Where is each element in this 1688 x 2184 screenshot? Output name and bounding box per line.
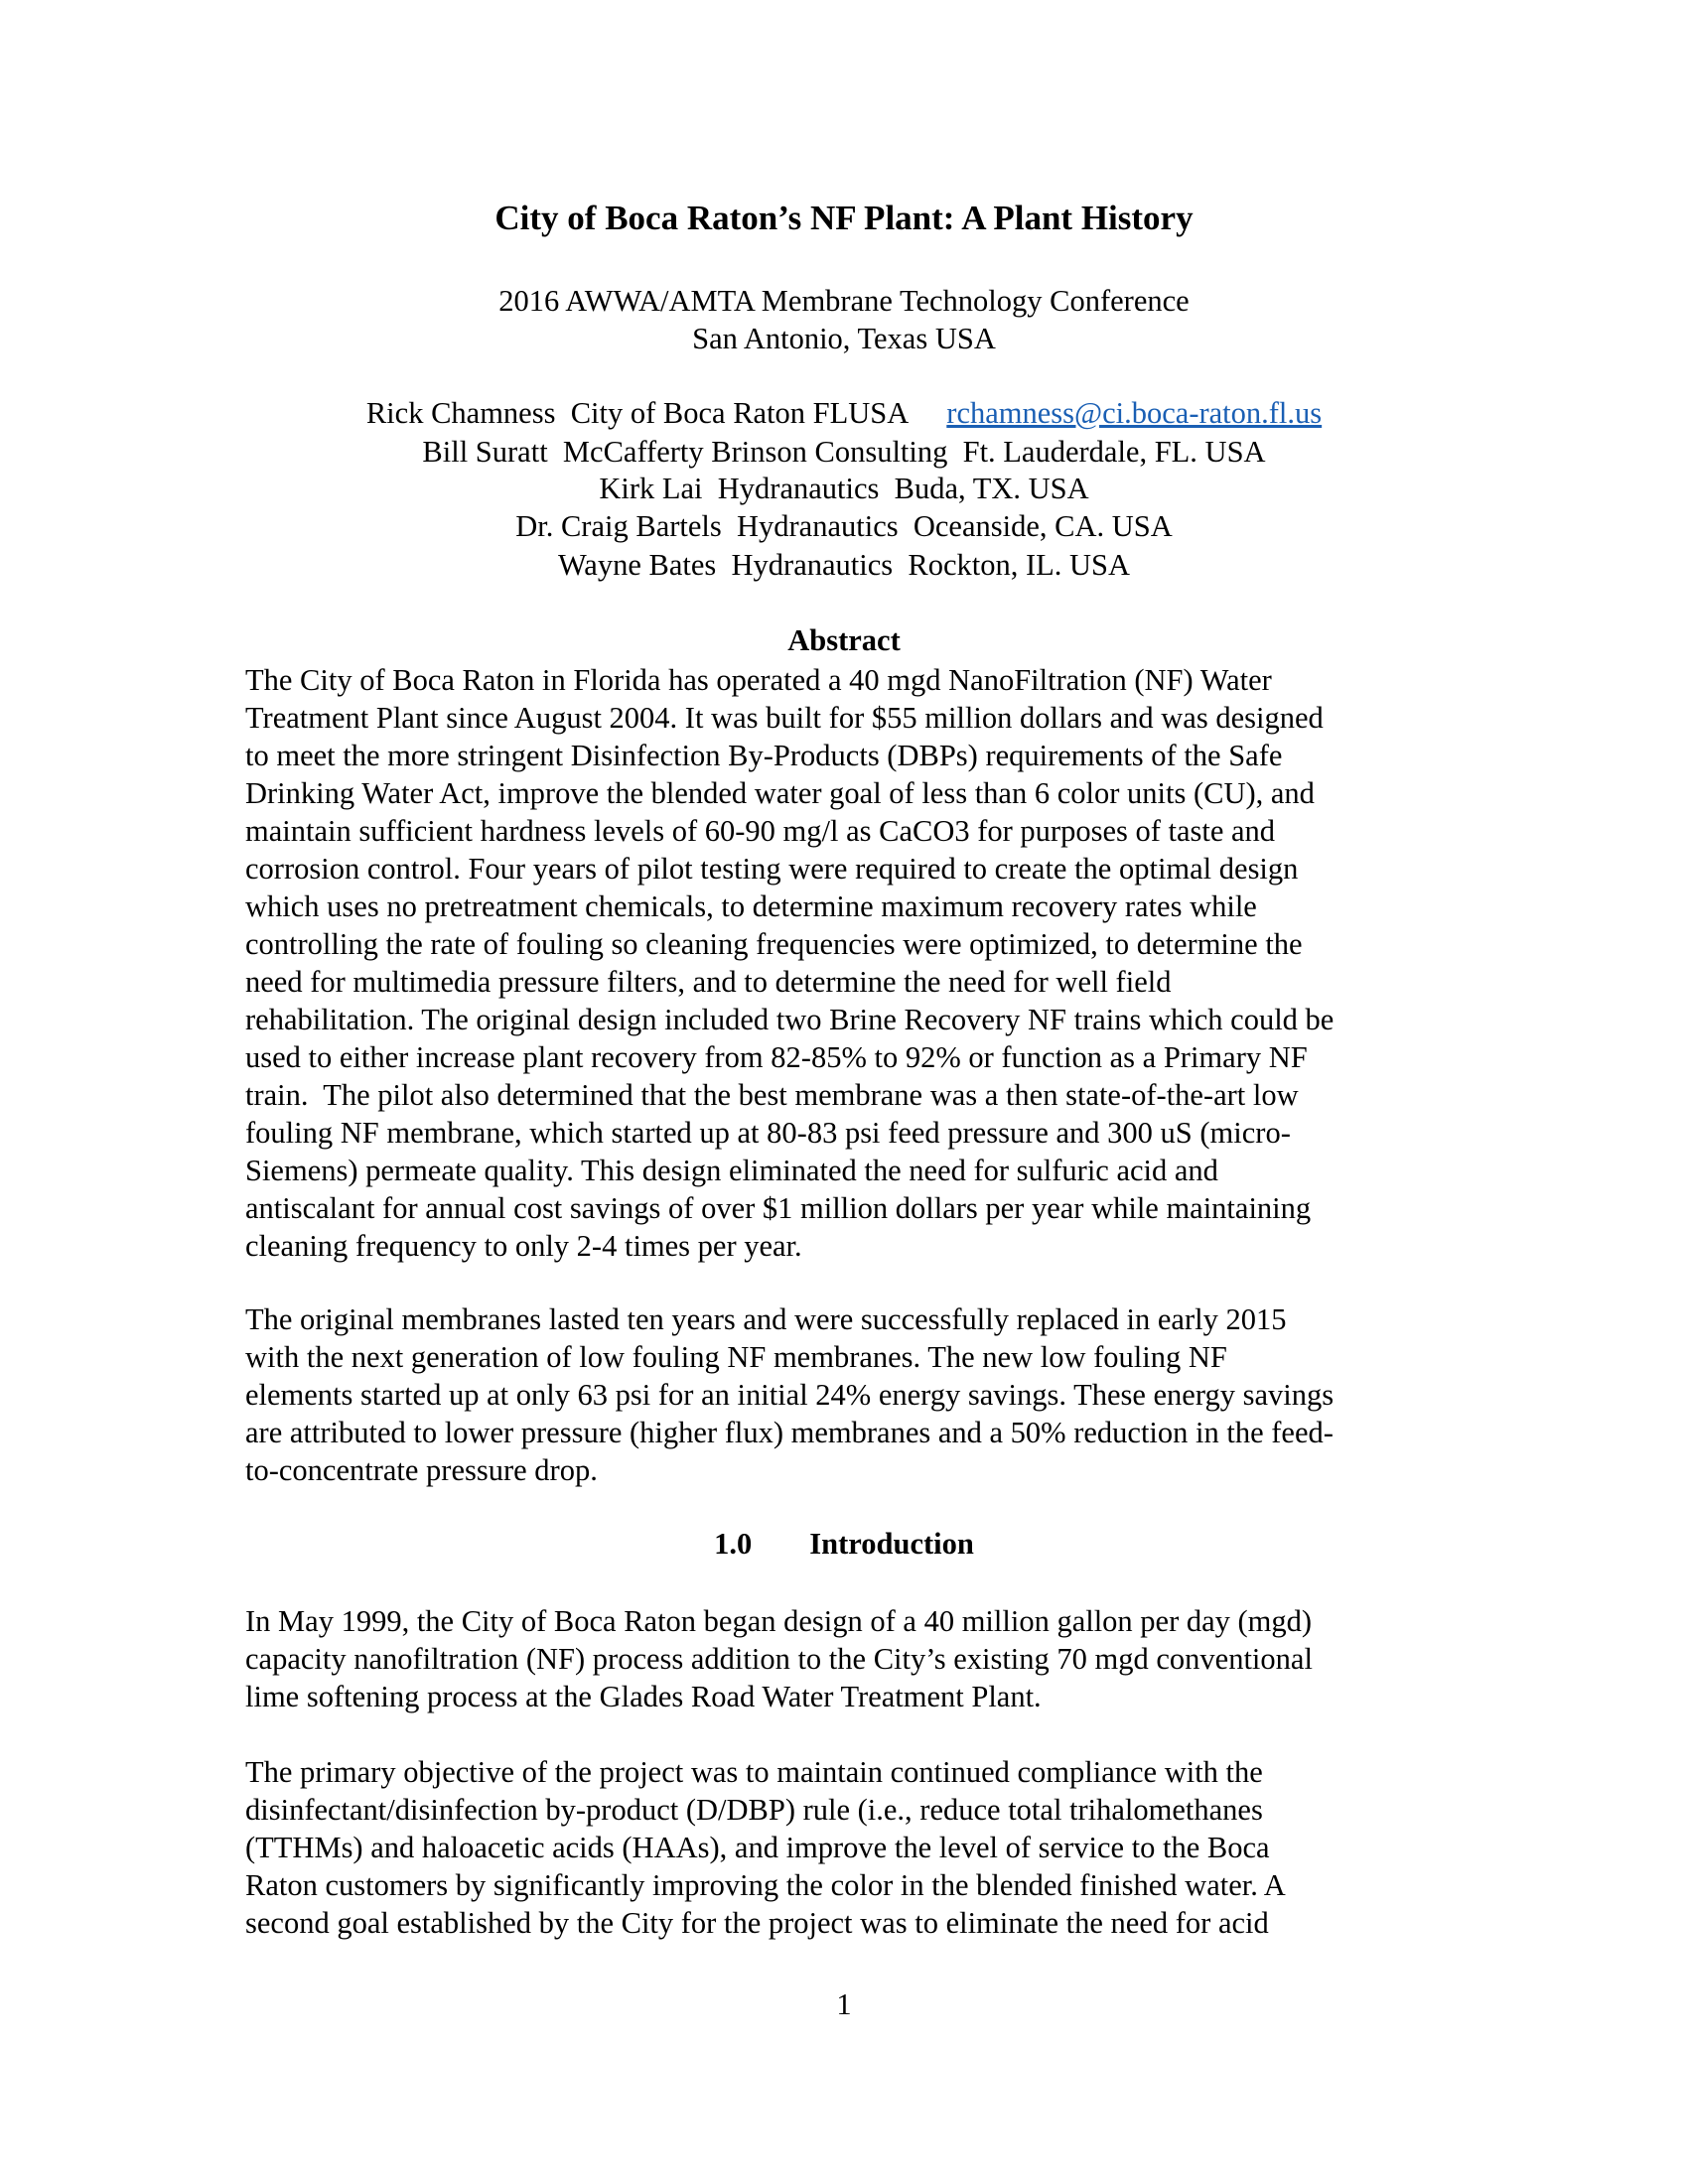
text-line: Siemens) permeate quality. This design eliminated the need for sulfuric acid and — [245, 1154, 1218, 1187]
conference-location: San Antonio, Texas USA — [692, 322, 996, 355]
section-number: 1.0 — [714, 1527, 753, 1561]
text-line: disinfectant/disinfection by-product (D/DBP) rule (i.e., reduce total trihalomethanes — [245, 1793, 1263, 1827]
text-line: need for multimedia pressure filters, and to determine the need for well field — [245, 965, 1172, 999]
abstract-heading: Abstract — [787, 623, 901, 657]
author-email-link[interactable]: rchamness@ci.boca-raton.fl.us — [946, 396, 1323, 430]
text-line: which uses no pretreatment chemicals, to determine maximum recovery rates while — [245, 889, 1257, 923]
text-line: The primary objective of the project was to maintain continued compliance with the — [245, 1755, 1263, 1789]
text-line: maintain sufficient hardness levels of 60-90 mg/l as CaCO3 for purposes of taste and — [245, 814, 1276, 848]
conference-name: 2016 AWWA/AMTA Membrane Technology Conference — [498, 284, 1190, 318]
text-line: (TTHMs) and haloacetic acids (HAAs), and improve the level of service to the Boca — [245, 1831, 1270, 1864]
text-line: antiscalant for annual cost savings of over $1 million dollars per year while maintaining — [245, 1191, 1312, 1225]
author-line — [0, 396, 1688, 431]
text-line: The City of Boca Raton in Florida has operated a 40 mgd NanoFiltration (NF) Water — [245, 663, 1272, 697]
section-title: Introduction — [809, 1527, 974, 1561]
text-line: cleaning frequency to only 2-4 times per year. — [245, 1229, 802, 1263]
text-line: capacity nanofiltration (NF) process addition to the City’s existing 70 mgd conventional — [245, 1642, 1313, 1676]
author-line: Wayne Bates Hydranautics Rockton, IL. USA — [557, 548, 1131, 582]
text-line: are attributed to lower pressure (higher flux) membranes and a 50% reduction in the feed- — [245, 1416, 1334, 1449]
text-line: Raton customers by significantly improving the color in the blended finished water. A — [245, 1868, 1286, 1902]
author-line: Bill Suratt McCafferty Brinson Consulting Ft. Lauderdale, FL. USA — [422, 435, 1266, 469]
text-line: with the next generation of low fouling NF membranes. The new low fouling NF — [245, 1340, 1227, 1374]
section-heading-introduction — [0, 1527, 1688, 1562]
text-line: used to either increase plant recovery from 82-85% to 92% or function as a Primary NF — [245, 1040, 1308, 1074]
text-line: corrosion control. Four years of pilot testing were required to create the optimal design — [245, 852, 1299, 886]
text-line: rehabilitation. The original design included two Brine Recovery NF trains which could be — [245, 1003, 1335, 1036]
text-line: controlling the rate of fouling so cleaning frequencies were optimized, to determine the — [245, 927, 1303, 961]
author-line: Dr. Craig Bartels Hydranautics Oceanside, CA. USA — [515, 509, 1173, 543]
text-line: second goal established by the City for the project was to eliminate the need for acid — [245, 1906, 1269, 1940]
text-line: to-concentrate pressure drop. — [245, 1453, 598, 1487]
text-line: fouling NF membrane, which started up at 80-83 psi feed pressure and 300 uS (micro- — [245, 1116, 1291, 1150]
text-line: lime softening process at the Glades Road Water Treatment Plant. — [245, 1680, 1042, 1713]
text-line: train. The pilot also determined that the best membrane was a then state-of-the-art low — [245, 1078, 1299, 1112]
document-title: City of Boca Raton’s NF Plant: A Plant History — [494, 199, 1194, 237]
text-line: In May 1999, the City of Boca Raton began design of a 40 million gallon per day (mgd) — [245, 1604, 1313, 1638]
text-line: elements started up at only 63 psi for an initial 24% energy savings. These energy savings — [245, 1378, 1335, 1412]
text-line: to meet the more stringent Disinfection By-Products (DBPs) requirements of the Safe — [245, 739, 1283, 772]
author-line: Kirk Lai Hydranautics Buda, TX. USA — [599, 472, 1089, 505]
page-number: 1 — [836, 1987, 852, 2021]
author-name: Rick Chamness City of Boca Raton FLUSA — [365, 396, 910, 430]
text-line: Treatment Plant since August 2004. It was built for $55 million dollars and was designed — [245, 701, 1324, 735]
text-line: Drinking Water Act, improve the blended water goal of less than 6 color units (CU), and — [245, 776, 1315, 810]
text-line: The original membranes lasted ten years and were successfully replaced in early 2015 — [245, 1302, 1287, 1336]
